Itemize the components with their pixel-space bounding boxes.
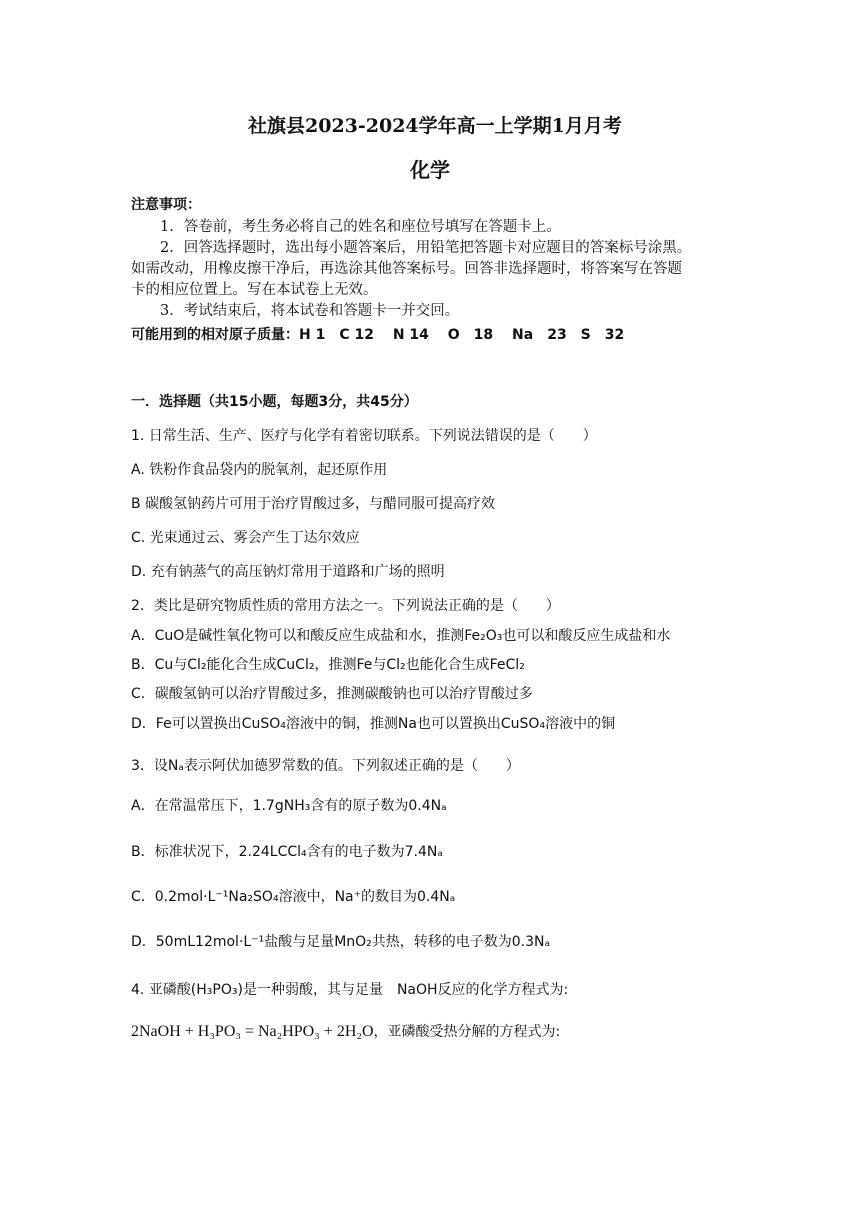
question-option: D．Fe可以置换出CuSO₄溶液中的铜，推测Na也可以置换出CuSO₄溶液中的铜 bbox=[131, 716, 616, 732]
notice-item: 2．回答选择题时，选出每小题答案后，用铅笔把答题卡对应题目的答案标号涂黑。 bbox=[160, 240, 692, 256]
question-option: B 碳酸氢钠药片可用于治疗胃酸过多，与醋同服可提高疗效 bbox=[131, 496, 496, 512]
question-stem: 2．类比是研究物质性质的常用方法之一。下列说法正确的是（ ） bbox=[131, 598, 560, 614]
question-option: C. 光束通过云、雾会产生丁达尔效应 bbox=[131, 530, 360, 546]
question-option: A. 铁粉作食品袋内的脱氧剂，起还原作用 bbox=[131, 462, 388, 478]
question-option: C．0.2mol·L⁻¹Na₂SO₄溶液中，Na⁺的数目为0.4Nₐ bbox=[131, 889, 456, 905]
question-option: C．碳酸氢钠可以治疗胃酸过多，推测碳酸钠也可以治疗胃酸过多 bbox=[131, 686, 533, 702]
notice-item: 3．考试结束后，将本试卷和答题卡一并交回。 bbox=[160, 303, 460, 319]
notice-item: 如需改动，用橡皮擦干净后，再选涂其他答案标号。回答非选择题时，将答案写在答题 bbox=[131, 261, 682, 277]
question-stem: 4. 亚磷酸(H₃PO₃)是一种弱酸，其与足量 NaOH反应的化学方程式为: bbox=[131, 982, 569, 998]
question-option: A．在常温常压下，1.7gNH₃含有的原子数为0.4Nₐ bbox=[131, 798, 447, 814]
subject-title: 化学 bbox=[410, 158, 450, 182]
question-stem: 3．设Nₐ表示阿伏加德罗常数的值。下列叙述正确的是（ ） bbox=[131, 758, 520, 774]
question-option: D．50mL12mol·L⁻¹盐酸与足量MnO₂共热，转移的电子数为0.3Nₐ bbox=[131, 934, 550, 950]
atomic-masses: 可能用到的相对原子质量：H 1 C 12 N 14 O 18 Na 23 S 32 bbox=[131, 327, 625, 343]
notice-item: 卡的相应位置上。写在本试卷上无效。 bbox=[131, 282, 378, 298]
notice-heading: 注意事项： bbox=[131, 197, 201, 213]
question-option: D. 充有钠蒸气的高压钠灯常用于道路和广场的照明 bbox=[131, 564, 445, 580]
question-option: B．标准状况下，2.24LCCl₄含有的电子数为7.4Nₐ bbox=[131, 844, 443, 860]
question-option: A．CuO是碱性氧化物可以和酸反应生成盐和水，推测Fe₂O₃也可以和酸反应生成盐和水 bbox=[131, 628, 671, 644]
equation-line bbox=[131, 1022, 560, 1042]
exam-title: 社旗县2023-2024学年高一上学期1月月考 bbox=[248, 115, 622, 137]
notice-item: 1．答卷前，考生务必将自己的姓名和座位号填写在答题卡上。 bbox=[160, 219, 561, 235]
equation-followup: ，亚磷酸受热分解的方程式为: bbox=[373, 1024, 561, 1040]
section-heading: 一．选择题（共15小题，每题3分，共45分） bbox=[131, 394, 418, 410]
question-stem: 1. 日常生活、生产、医疗与化学有着密切联系。下列说法错误的是（ ） bbox=[131, 428, 597, 444]
question-option: B．Cu与Cl₂能化合生成CuCl₂，推测Fe与Cl₂也能化合生成FeCl₂ bbox=[131, 657, 525, 673]
chemical-equation: 2NaOH + H₃PO₃ = Na₂HPO₃ + 2H₂O bbox=[131, 1023, 374, 1040]
